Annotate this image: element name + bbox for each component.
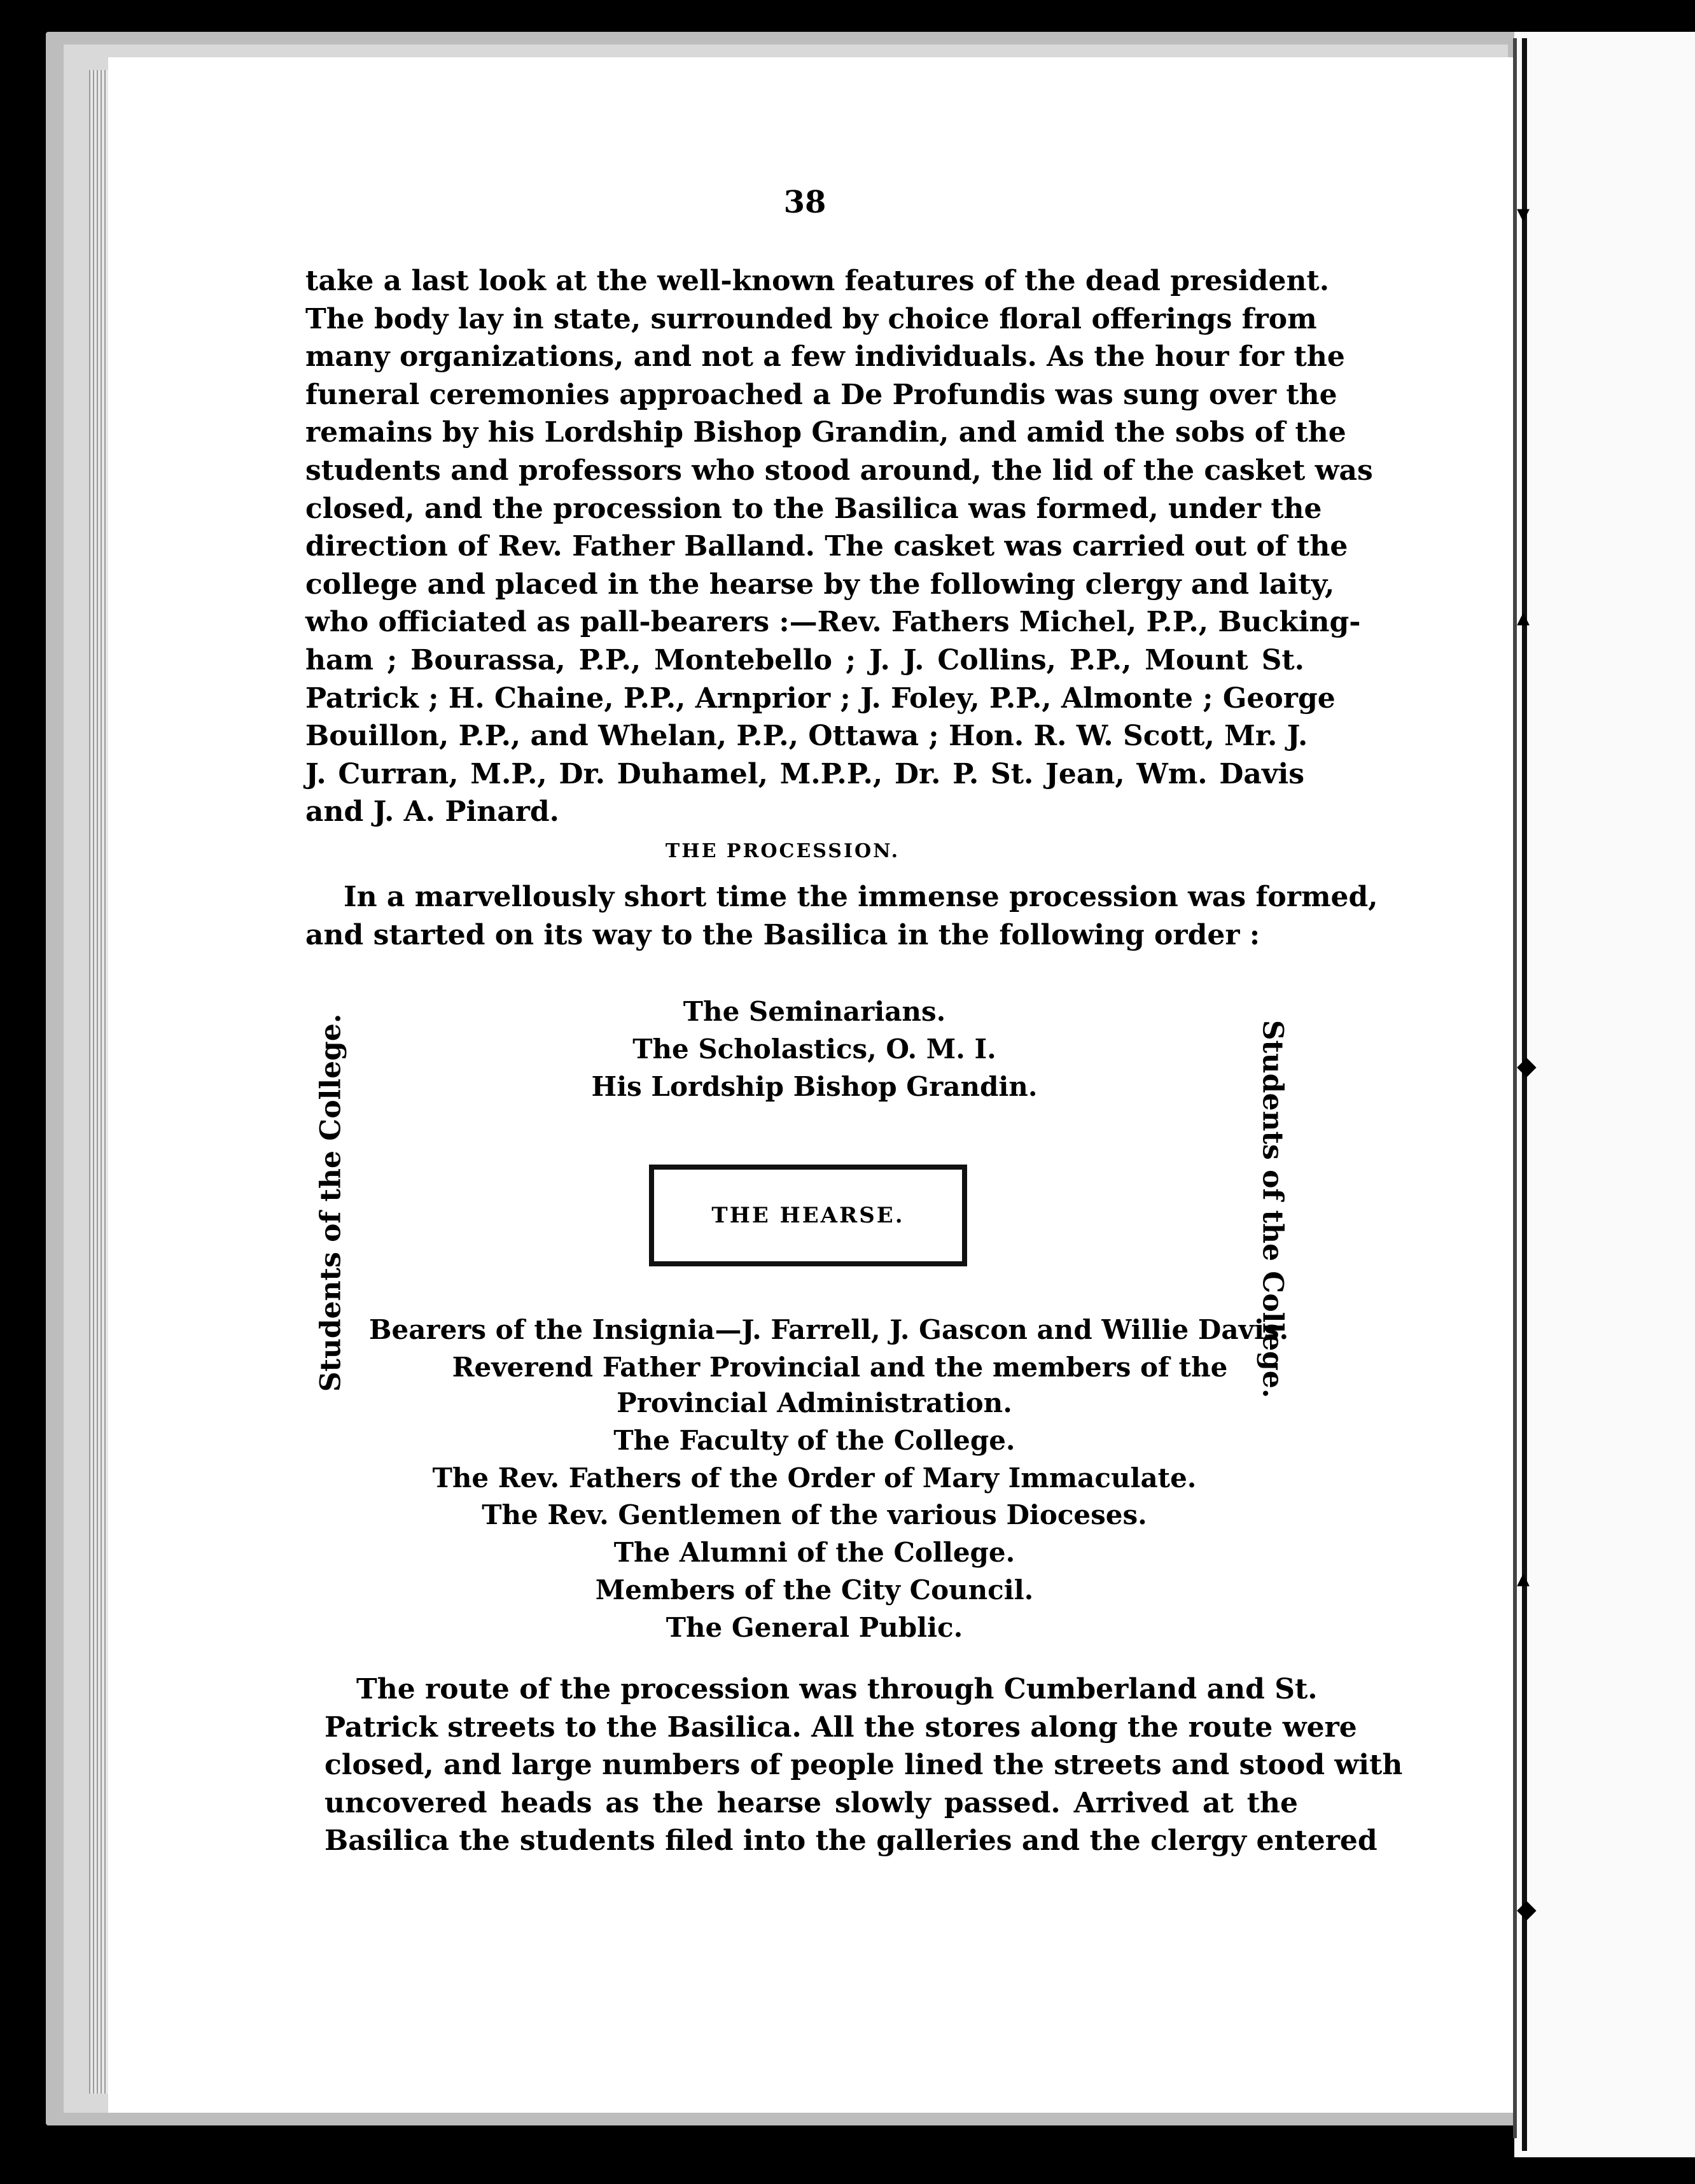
page-edge-lines [89,70,108,2094]
procession-item: Bearers of the Insignia—J. Farrell, J. Gascon and Willie Davis. [369,1314,1289,1345]
procession-item: The General Public. [666,1612,963,1643]
section-heading: THE PROCESSION. [665,840,900,862]
text-line: take a last look at the well-known features of the dead president. [305,265,1330,297]
procession-item: Provincial Administration. [617,1387,1012,1418]
text-line: uncovered heads as the hearse slowly passed. Arrived at the [324,1786,1298,1819]
text-line: funeral ceremonies approached a De Profundis was sung over the [305,378,1337,411]
text-line: Patrick streets to the Basilica. All the stores along the route were [324,1711,1357,1744]
hearse-box [649,1165,967,1266]
side-label-right: Students of the College. [1256,1019,1289,1399]
hearse-label: THE HEARSE. [711,1203,905,1228]
intro-paragraph [305,262,1373,831]
procession-item: Reverend Father Provincial and the members of the [452,1352,1228,1383]
text-line: college and placed in the hearse by the following clergy and laity, [305,568,1335,601]
text-line: The route of the procession was through Cumberland and St. [356,1673,1318,1705]
procession-item: The Faculty of the College. [613,1425,1015,1456]
procession-item: The Scholastics, O. M. I. [632,1033,996,1065]
text-line: direction of Rev. Father Balland. The casket was carried out of the [305,530,1348,563]
text-line: Bouillon, P.P., and Whelan, P.P., Ottawa ; Hon. R. W. Scott, Mr. J. [305,720,1308,753]
text-line: In a marvellously short time the immense procession was formed, [344,881,1378,913]
text-line: students and professors who stood around, the lid of the casket was [305,454,1373,487]
binding-mark: ▴ [1517,1564,1530,1593]
procession-item: His Lordship Bishop Grandin. [591,1071,1038,1102]
text-line: ham ; Bourassa, P.P., Montebello ; J. J. Collins, P.P., Mount St. [305,643,1304,676]
binding-mark: ▾ [1517,199,1530,228]
text-line: closed, and the procession to the Basilica was formed, under the [305,492,1322,525]
binding-line [1522,38,1527,2151]
procession-item: The Rev. Fathers of the Order of Mary Immaculate. [432,1462,1197,1494]
procession-item: The Alumni of the College. [613,1537,1015,1568]
binding-mark: ◆ [1517,1051,1537,1081]
text-line: and started on its way to the Basilica in the following order : [305,918,1260,951]
text-line: The body lay in state, surrounded by choice floral offerings from [305,302,1317,335]
procession-intro [305,878,1378,954]
closing-paragraph [324,1670,1403,1860]
text-line: and J. A. Pinard. [305,795,559,829]
text-line: Patrick ; H. Chaine, P.P., Arnprior ; J. Foley, P.P., Almonte ; George [305,682,1336,715]
side-label-left: Students of the College. [314,1013,347,1392]
text-line: who officiated as pall-bearers :—Rev. Fathers Michel, P.P., Bucking- [305,606,1361,639]
text-line: J. Curran, M.P., Dr. Duhamel, M.P.P., Dr. P. St. Jean, Wm. Davis [305,757,1304,790]
facing-page [1514,32,1695,2157]
text-line: Basilica the students filed into the galleries and the clergy entered [324,1824,1378,1858]
binding-mark: ◆ [1517,1894,1537,1924]
spine-shadow [1513,38,1517,2138]
binding-mark: ▴ [1517,603,1530,632]
text-line: closed, and large numbers of people lined the streets and stood with [324,1749,1403,1782]
procession-item: Members of the City Council. [595,1574,1034,1606]
text-line: remains by his Lordship Bishop Grandin, and amid the sobs of the [305,416,1346,449]
page-number: 38 [783,185,827,220]
procession-item: The Rev. Gentlemen of the various Dioceses. [482,1499,1147,1530]
text-line: many organizations, and not a few individuals. As the hour for the [305,340,1345,374]
procession-item: The Seminarians. [683,996,946,1027]
